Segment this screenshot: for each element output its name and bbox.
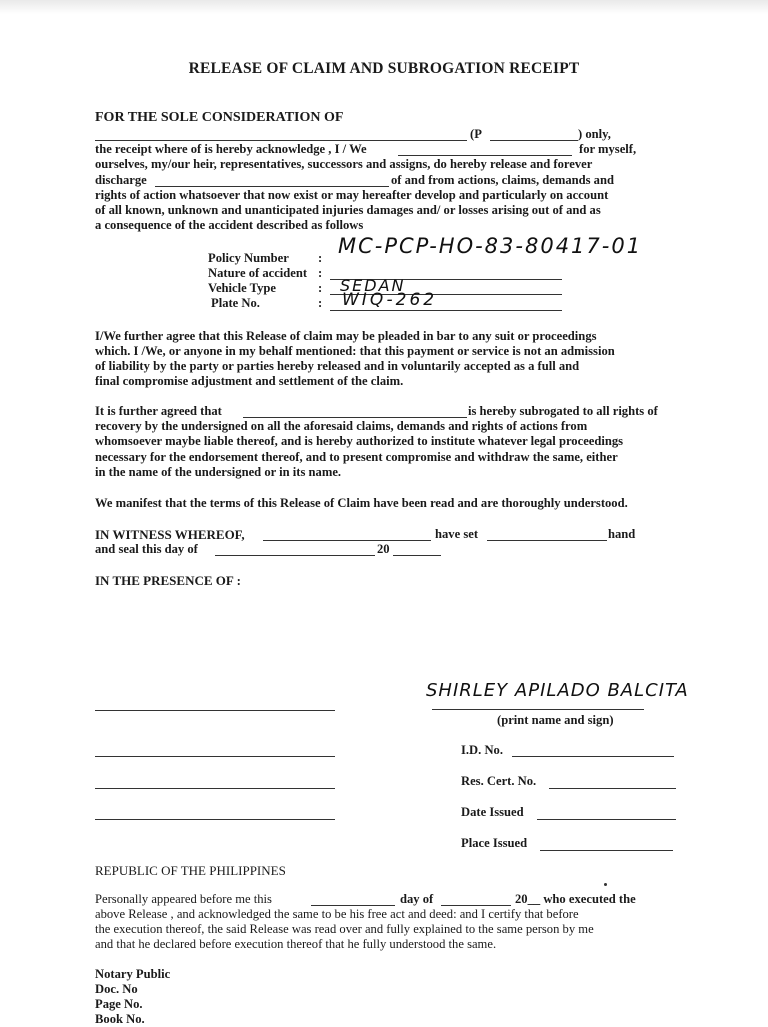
policy-colon: : <box>318 251 323 265</box>
doc-no-label: Doc. No <box>95 982 138 996</box>
amount-words-line <box>95 140 467 141</box>
seal-day-line <box>215 555 375 556</box>
res-cert-line <box>549 788 676 789</box>
plate-colon: : <box>318 296 323 310</box>
plate-number-handwritten: WIQ-262 <box>342 290 438 310</box>
place-issued-line <box>540 850 673 851</box>
para1-line2: the receipt where of is hereby acknowledge , I / We <box>95 142 367 156</box>
notary-line2: above Release , and acknowledged the same to be his free act and deed: and I certify that before <box>95 907 579 921</box>
para1-line3: ourselves, my/our heir, representatives, successors and assigns, do hereby release and forever <box>95 157 593 171</box>
para3-line1-end: is hereby subrogated to all rights of <box>468 404 658 418</box>
notary-line1-end: 20__ who executed the <box>515 892 636 906</box>
notary-month-line <box>441 905 511 906</box>
seal-year-line <box>393 555 441 556</box>
para2-line2: which. I /We, or anyone in my behalf mentioned: that this payment or service is not an admission <box>95 344 615 358</box>
para3-line5: in the name of the undersigned or in its name. <box>95 465 342 479</box>
para1-line5: rights of action whatsoever that now exist or may hereafter develop and particularly on account <box>95 188 609 202</box>
para1-line2-end: for myself, <box>579 142 637 156</box>
witness-signature-line-3 <box>95 788 335 789</box>
witness-signature-line-1 <box>95 710 335 711</box>
para1-line4: discharge <box>95 173 147 187</box>
id-no-line <box>512 756 674 757</box>
amount-figure-line <box>490 140 578 141</box>
witness-line2: and seal this day of <box>95 542 198 556</box>
para2-line4: final compromise adjustment and settlement of the claim. <box>95 374 404 388</box>
book-no-label: Book No. <box>95 1012 145 1026</box>
witness-signature-line-2 <box>95 756 335 757</box>
para2-line1: I/We further agree that this Release of claim may be pleaded in bar to any suit or proceedings <box>95 329 597 343</box>
res-cert-label: Res. Cert. No. <box>461 774 537 788</box>
consideration-heading: FOR THE SOLE CONSIDERATION OF <box>95 110 344 125</box>
date-issued-line <box>537 819 676 820</box>
notary-day-line <box>311 905 395 906</box>
discharge-line <box>155 186 389 187</box>
date-issued-label: Date Issued <box>461 805 524 819</box>
plate-line <box>330 310 562 311</box>
para2-line3: of liability by the party or parties hereby released and in voluntarily accepted as a full and <box>95 359 580 373</box>
signature-line <box>432 709 644 710</box>
para3-line3: whomsoever maybe liable thereof, and is hereby authorized to institute whatever legal proceedings <box>95 434 624 448</box>
witness-pronoun-line <box>487 540 607 541</box>
witness-hand: hand <box>608 527 636 541</box>
para1-line4-end: of and from actions, claims, demands and <box>391 173 614 187</box>
republic-heading: REPUBLIC OF THE PHILIPPINES <box>95 863 286 878</box>
witness-line1: IN WITNESS WHEREOF, <box>95 527 245 542</box>
notary-line3: the execution thereof, the said Release was read over and fully explained to the same person by me <box>95 922 594 936</box>
speck-mark <box>604 883 607 886</box>
signature-caption: (print name and sign) <box>497 713 614 727</box>
subrogee-line <box>243 417 467 418</box>
witness-have-set: have set <box>435 527 479 541</box>
policy-number-handwritten: MC-PCP-HO-83-80417-01 <box>338 234 643 258</box>
amount-suffix: ) only, <box>578 127 611 141</box>
nature-colon: : <box>318 266 323 280</box>
para3-line2: recovery by the undersigned on all the aforesaid claims, demands and rights of actions from <box>95 419 588 433</box>
document-title: RELEASE OF CLAIM AND SUBROGATION RECEIPT <box>188 60 580 77</box>
amount-prefix: (P <box>470 127 482 141</box>
page-no-label: Page No. <box>95 997 143 1011</box>
releasor-line <box>398 155 572 156</box>
id-no-label: I.D. No. <box>461 743 503 757</box>
scan-shadow <box>0 0 768 14</box>
policy-label: Policy Number <box>208 251 289 265</box>
nature-label: Nature of accident <box>208 266 308 280</box>
notary-public-label: Notary Public <box>95 967 171 981</box>
notary-line4: and that he declared before execution thereof that he fully understood the same. <box>95 937 497 951</box>
manifest-statement: We manifest that the terms of this Release of Claim have been read and are thoroughly understood. <box>95 496 628 510</box>
plate-label: Plate No. <box>211 296 260 310</box>
witness-name-line <box>263 540 431 541</box>
place-issued-label: Place Issued <box>461 836 528 850</box>
vehicle-colon: : <box>318 281 323 295</box>
para1-line7: a consequence of the accident described as follows <box>95 218 364 232</box>
notary-line1-start: Personally appeared before me this <box>95 892 272 906</box>
para1-line6: of all known, unknown and unanticipated injuries damages and/ or losses arising out of and as <box>95 203 601 217</box>
witness-signature-line-4 <box>95 819 335 820</box>
signatory-name-handwritten: SHIRLEY APILADO BALCITA <box>426 680 689 701</box>
vehicle-type-handwritten: SEDAN <box>340 276 406 295</box>
notary-day-of: day of <box>400 892 434 906</box>
para3-line1: It is further agreed that <box>95 404 222 418</box>
para3-line4: necessary for the endorsement thereof, and to present compromise and withdraw the same, either <box>95 450 618 464</box>
presence-heading: IN THE PRESENCE OF : <box>95 573 241 588</box>
seal-year-prefix: 20 <box>377 542 390 556</box>
vehicle-label: Vehicle Type <box>208 281 276 295</box>
